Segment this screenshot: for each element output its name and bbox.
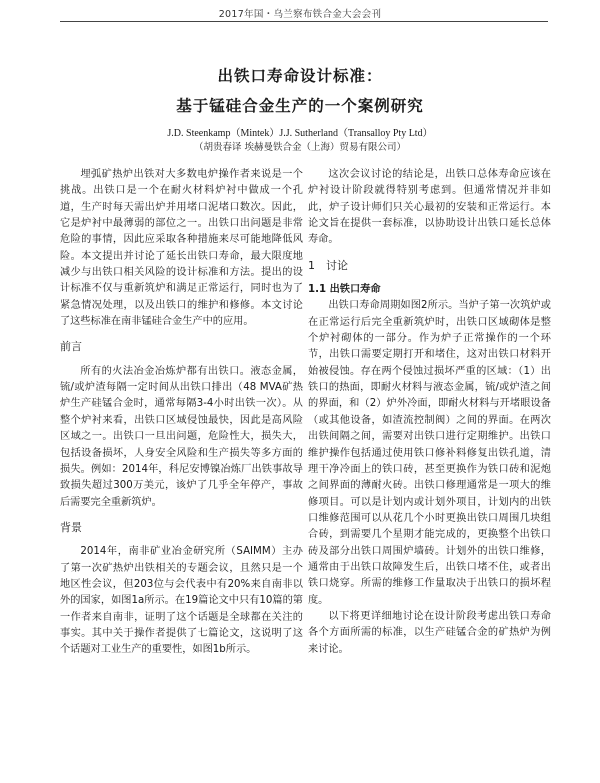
right-column	[308, 167, 551, 658]
section-1-1-heading: 1.1 出铁口寿命	[308, 284, 381, 296]
section-1-heading: 1 讨论	[308, 258, 348, 272]
left-column	[60, 167, 303, 659]
title-line-2: 基于锰硅合金生产的一个案例研究	[176, 97, 424, 115]
translator-credit: （胡贵春译 埃赫曼铁合金（上海）贸易有限公司）	[193, 142, 407, 153]
foreword-heading: 前言	[60, 340, 82, 354]
section-1-1-paragraph-1: 出铁口寿命周期如图2所示。当炉子第一次筑炉或在正常运行后完全重新筑炉时，出铁口区域砌体是整个炉衬砌体的一部分。作为炉子正常操作的一个环节，出铁口需要定期打开和堵住，这对出铁口材料开始被侵蚀。存在两个侵蚀过损坏严重的区域：（1）出铁口的热面，即耐火材料与液态金属，锍/或炉渣之间的界面，和（2）炉外冷面，即耐火材料与开堵眼设备（或其他设备，如渣流控制阀）之间的界面。在两次出铁间隔之间，需要对出铁口进行定期维护。出铁口维护操作包括通过使用铁口修补料修复出铁孔道，清理干净冷面上的铁口砖，甚至更换作为铁口砖和泥炮之间界面的薄耐火砖。出铁口修理通常是一项大的维修项目。可以是计划内或计划外项目，计划内的出铁口维修范围可以从花几个小时更换出铁口周围几块组合砖，到需要几个星期才能完成的，更换整个出铁口砖及部分出铁口周围炉墙砖。计划外的出铁口维修，通常由于出铁口故障发生后，出铁口堵不住，或者出铁口烧穿。所需的维修工作量取决于出铁口的损坏程度。	[308, 300, 551, 606]
foreword-paragraph: 所有的火法冶金冶炼炉都有出铁口。液态金属，锍/或炉渣每隔一定时间从出铁口排出（48 MVA矿热炉生产硅锰合金时，通常每隔3-4小时出铁一次）。从整个炉衬来看，出铁口区域侵蚀最快，因此是高风险区域之一。出铁口一旦出问题，危险性大，损失大，包括设备损坏，人身安全风险和生产损失等多方面的损失。例如：2014年，科尼安博镍冶炼厂出铁事故导致损失超过300万美元，该炉了几乎全年停产，事故后需要完全重新筑炉。	[60, 365, 303, 508]
title-line-1: 出铁口寿命设计标准：	[217, 67, 383, 85]
abstract-paragraph: 埋弧矿热炉出铁对大多数电炉操作者来说是一个挑战。出铁口是一个在耐火材料炉衬中做成一个孔道，生产时每天需出炉并用堵口泥堵口数次。因此，它是炉衬中最薄弱的部位之一。出铁口出问题是非常危险的事情，因此应采取各种措施来尽可能地降低风险。本文提出并讨论了延长出铁口寿命，最大限度地减少与出铁口相关风险的设计标准和方法。提出的设计标准不仅与重新筑炉和满足正常运行，同时也为了紧急情况处理，以及出铁口的维护和修修。本文讨论了这些标准在南非锰硅合金生产中的应用。	[60, 169, 303, 328]
running-header: 2017年国・乌兰察布铁合金大会会刊	[218, 9, 382, 20]
intro-paragraph: 这次会议讨论的结论是，出铁口总体寿命应该在炉衬设计阶段就得特别考虑到。但通常情况并非如此，炉子设计师们只关心最初的安装和正常运行。本论文旨在提供一套标准，以协助设计出铁口延长总体寿命。	[308, 169, 551, 246]
authors: J.D. Steenkamp（Mintek）J.J. Sutherland（Transalloy Pty Ltd）	[167, 128, 433, 139]
background-heading: 背景	[60, 520, 82, 534]
background-paragraph: 2014年，南非矿业冶金研究所（SAIMM）主办了第一次矿热炉出铁相关的专题会议，且然只是一个地区性会议，但203位与会代表中有20%来自南非以外的国家，如图1a所示。在19篇论文中只有10篇的第一作者来自南非，证明了这个话题是全球都在关注的事实。其中关于操作者提供了七篇论文，这说明了这个话题对工业生产的重要性，如图1b所示。	[60, 546, 303, 656]
section-1-1-paragraph-2: 以下将更详细地讨论在设计阶段考虑出铁口寿命各个方面所需的标准，以生产硅锰合金的矿热炉为例来讨论。	[308, 610, 551, 655]
header-rule	[60, 21, 548, 22]
